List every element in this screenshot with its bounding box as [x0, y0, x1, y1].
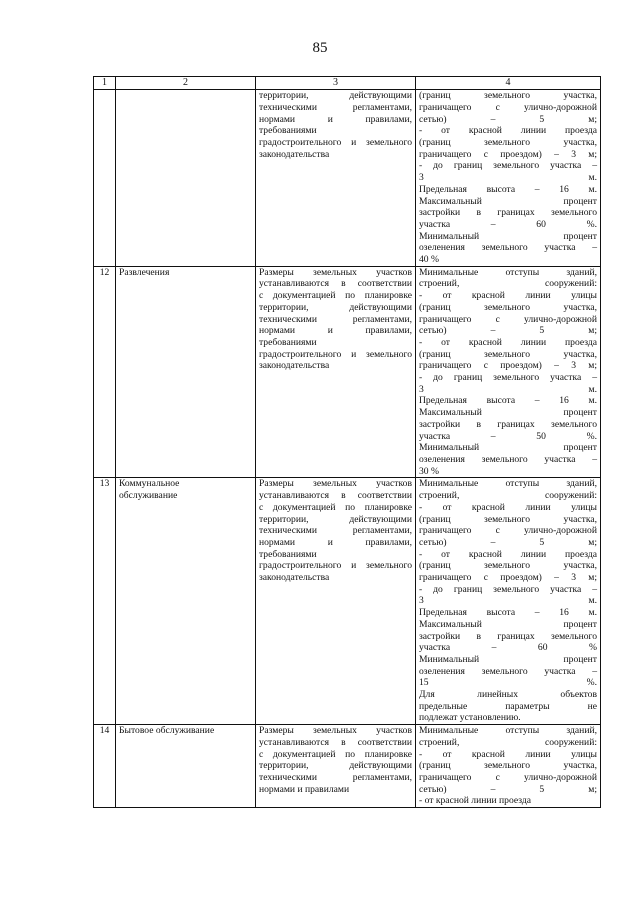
parameters-cell	[416, 478, 601, 725]
use-type-name	[116, 90, 256, 267]
cell-line: - до границ земельного участка –	[419, 372, 597, 384]
cell-line: техническими регламентами,	[259, 771, 412, 783]
cell-line: устанавливаются в соответствии	[259, 490, 412, 502]
cell-line: Предельная высота – 16 м.	[419, 395, 597, 407]
cell-line: - от красной линии улицы	[419, 290, 597, 302]
cell-line: граничащего с проездом) – 3 м;	[419, 572, 597, 584]
cell-line: Размеры земельных участков	[259, 266, 412, 278]
cell-line: строений, сооружений:	[419, 278, 597, 290]
cell-line: сетью) – 5 м;	[419, 783, 597, 795]
cell-line: территории, действующими	[259, 301, 412, 313]
parameters-cell	[416, 90, 601, 267]
cell-line: 40 %	[419, 254, 439, 266]
cell-line: территории, действующими	[259, 90, 412, 102]
cell-line: устанавливаются в соответствии	[259, 736, 412, 748]
cell-line: (границ земельного участка,	[419, 348, 597, 360]
cell-line: с документацией по планировке	[259, 748, 412, 760]
cell-line: техническими регламентами,	[259, 313, 412, 325]
cell-line: - до границ земельного участка –	[419, 583, 597, 595]
parameters-cell	[416, 266, 601, 478]
cell-line: застройки в границах земельного	[419, 630, 597, 642]
cell-line: нормами и правилами,	[259, 113, 412, 125]
cell-line: Предельная высота – 16 м.	[419, 607, 597, 619]
cell-line: Максимальный процент	[419, 407, 597, 419]
cell-line: Минимальный процент	[419, 230, 597, 242]
cell-line: нормами и правилами,	[259, 325, 412, 337]
cell-line: сетью) – 5 м;	[419, 536, 597, 548]
cell-line: законодательства	[259, 572, 330, 584]
cell-line: озеленения земельного участка –	[419, 665, 597, 677]
cell-line: Минимальный процент	[419, 653, 597, 665]
cell-line: - от красной линии проезда	[419, 336, 597, 348]
cell-line: застройки в границах земельного	[419, 418, 597, 430]
cell-line: градостроительного и земельного	[259, 560, 412, 572]
cell-line: Минимальные отступы зданий,	[419, 725, 597, 737]
cell-line: - от красной линии проезда	[419, 795, 531, 807]
cell-line: - от красной линии проезда	[419, 548, 597, 560]
use-type-name: Развлечения	[116, 266, 256, 478]
cell-line: граничащего с проездом) – 3 м;	[419, 360, 597, 372]
cell-line: - от красной линии улицы	[419, 501, 597, 513]
table-row	[94, 266, 601, 478]
cell-line: Для линейных объектов	[419, 689, 597, 701]
cell-line: строений, сооружений:	[419, 736, 597, 748]
cell-line: нормами и правилами	[259, 783, 350, 795]
cell-line: озеленения земельного участка –	[419, 453, 597, 465]
header-col-1: 1	[94, 77, 116, 90]
cell-line: территории, действующими	[259, 513, 412, 525]
cell-line: озеленения земельного участка –	[419, 242, 597, 254]
cell-line: градостроительного и земельного	[259, 137, 412, 148]
cell-line: с документацией по планировке	[259, 290, 412, 302]
page-number: 85	[312, 40, 328, 56]
cell-line: Минимальный процент	[419, 442, 597, 454]
zoning-table	[93, 76, 601, 808]
cell-line: техническими регламентами,	[259, 101, 412, 113]
cell-line: Размеры земельных участков	[259, 725, 412, 737]
row-number: 12	[94, 266, 116, 478]
cell-line: участка – 60 %.	[419, 218, 597, 230]
cell-line: участка – 50 %.	[419, 430, 597, 442]
cell-line: граничащего с улично-дорожной	[419, 525, 597, 537]
cell-line: Размеры земельных участков	[259, 478, 412, 490]
header-col-2: 2	[116, 77, 256, 90]
cell-line: требованиями	[259, 336, 317, 348]
cell-line: 3 м.	[419, 595, 597, 607]
cell-line: с документацией по планировке	[259, 501, 412, 513]
table-row	[94, 90, 601, 267]
cell-line: - от красной линии улицы	[419, 748, 597, 760]
cell-line: 30 %	[419, 465, 439, 477]
cell-line: граничащего с улично-дорожной	[419, 101, 597, 113]
cell-line: граничащего с проездом) – 3 м;	[419, 148, 597, 160]
cell-line: Предельная высота – 16 м.	[419, 183, 597, 195]
table-header-row	[94, 77, 601, 90]
cell-line: граничащего с улично-дорожной	[419, 313, 597, 325]
cell-line: 3 м.	[419, 383, 597, 395]
cell-line: сетью) – 5 м;	[419, 325, 597, 337]
cell-line: граничащего с улично-дорожной	[419, 771, 597, 783]
cell-line: Максимальный процент	[419, 618, 597, 630]
cell-line: (границ земельного участка,	[419, 760, 597, 772]
cell-line: законодательства	[259, 360, 330, 372]
cell-line: участка – 60 %	[419, 642, 597, 654]
cell-line: 15 %.	[419, 677, 597, 689]
cell-line: градостроительного и земельного	[259, 348, 412, 360]
cell-line: - от красной линии проезда	[419, 125, 597, 137]
plot-size-cell	[256, 90, 416, 267]
cell-line: устанавливаются в соответствии	[259, 278, 412, 290]
cell-line: сетью) – 5 м;	[419, 113, 597, 125]
cell-line: (границ земельного участка,	[419, 513, 597, 525]
cell-line: требованиями	[259, 125, 317, 137]
plot-size-cell	[256, 478, 416, 725]
cell-line: Максимальный процент	[419, 195, 597, 207]
plot-size-cell	[256, 266, 416, 478]
cell-line: - до границ земельного участка –	[419, 160, 597, 172]
cell-line: строений, сооружений:	[419, 490, 597, 502]
table-row	[94, 478, 601, 725]
header-col-4: 4	[416, 77, 601, 90]
use-type-name: Бытовое обслуживание	[116, 725, 256, 808]
table-row	[94, 725, 601, 808]
cell-line: техническими регламентами,	[259, 525, 412, 537]
cell-line: (границ земельного участка,	[419, 560, 597, 572]
cell-line: законодательства	[259, 148, 330, 160]
use-type-name: Коммунальное обслуживание	[116, 478, 256, 725]
parameters-cell	[416, 725, 601, 808]
row-number: 13	[94, 478, 116, 725]
cell-line: 3 м.	[419, 172, 597, 184]
header-col-3: 3	[256, 77, 416, 90]
cell-line: подлежат установлению.	[419, 712, 521, 724]
cell-line: застройки в границах земельного	[419, 207, 597, 219]
cell-line: нормами и правилами,	[259, 536, 412, 548]
cell-line: (границ земельного участка,	[419, 301, 597, 313]
cell-line: (границ земельного участка,	[419, 137, 597, 148]
cell-line: предельные параметры не	[419, 700, 597, 712]
cell-line: территории, действующими	[259, 760, 412, 772]
cell-line: Минимальные отступы зданий,	[419, 266, 597, 278]
row-number	[94, 90, 116, 267]
cell-line: требованиями	[259, 548, 317, 560]
cell-line: Минимальные отступы зданий,	[419, 478, 597, 490]
plot-size-cell	[256, 725, 416, 808]
row-number: 14	[94, 725, 116, 808]
cell-line: (границ земельного участка,	[419, 90, 597, 102]
